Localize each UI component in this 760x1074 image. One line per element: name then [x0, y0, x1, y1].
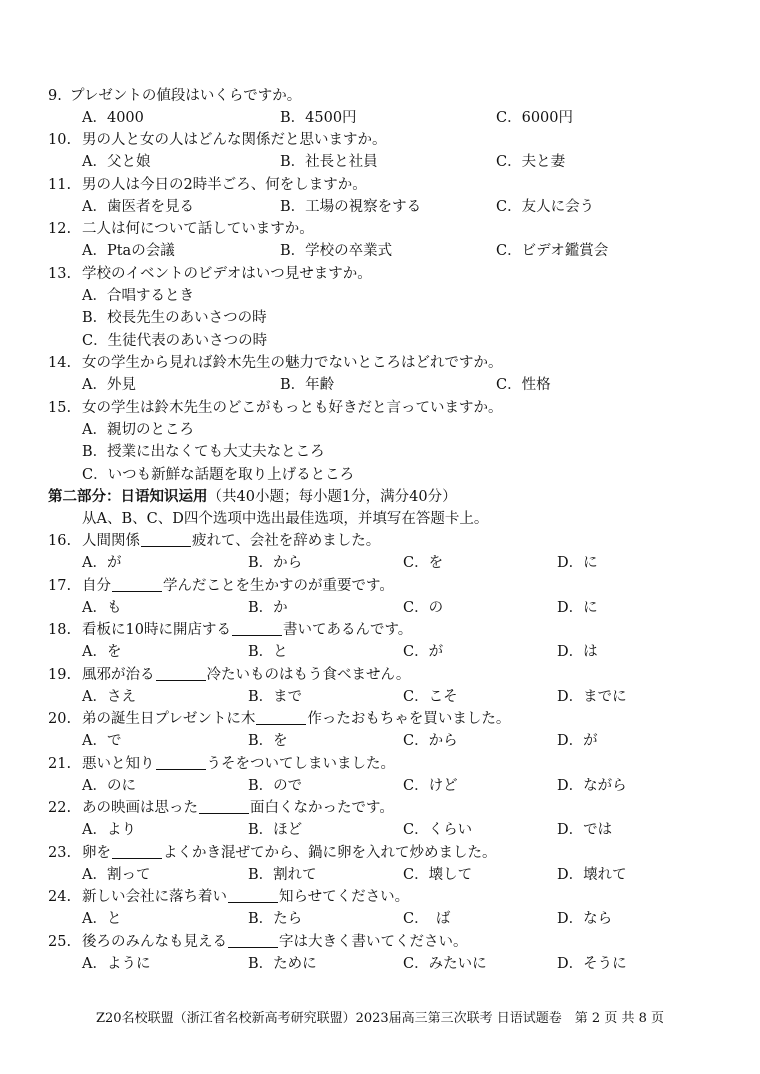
option-c: C．の	[403, 600, 444, 616]
option-a: A．と	[82, 911, 122, 927]
section-title	[48, 486, 457, 508]
option-b: B．学校の卒業式	[280, 243, 393, 259]
question-text: プレゼントの値段はいくらですか。	[70, 88, 302, 104]
answer-blank	[156, 665, 206, 681]
option-a: A．が	[82, 555, 122, 571]
question-22	[0, 797, 760, 819]
question-text: 学校のイベントのビデオはいつ見せますか。	[82, 266, 372, 282]
option-b: B．か	[248, 600, 288, 616]
option-c: C．いつも新鮮な話題を取り上げるところ	[82, 467, 355, 483]
question-16-options	[0, 552, 760, 574]
option-b: B．4500円	[280, 110, 357, 126]
answer-blank	[228, 932, 278, 948]
question-22-options	[0, 819, 760, 841]
option-d: D．までに	[557, 689, 627, 705]
option-a: A．外見	[82, 377, 136, 393]
option-c: C．こそ	[403, 689, 458, 705]
answer-blank	[232, 620, 282, 636]
option-a: A．合唱するとき	[82, 288, 194, 304]
text-after-blank: 字は大きく書いてください。	[279, 934, 468, 950]
question-text	[82, 530, 380, 552]
question-number: 11.	[48, 177, 72, 193]
question-14	[0, 352, 760, 374]
question-number: 23.	[48, 845, 72, 861]
answer-blank	[228, 887, 278, 903]
option-b: B．まで	[248, 689, 303, 705]
question-10	[0, 129, 760, 151]
answer-blank	[141, 531, 191, 547]
question-number: 24.	[48, 889, 72, 905]
option-d: D．では	[557, 822, 613, 838]
question-17	[0, 575, 760, 597]
question-11	[0, 174, 760, 196]
question-text: 女の学生は鈴木先生のどこがもっとも好きだと言っていますか。	[82, 400, 503, 416]
question-21	[0, 753, 760, 775]
text-after-blank: 疲れて、会社を辞めました。	[192, 533, 381, 549]
question-15	[0, 397, 760, 419]
option-a: A．のに	[82, 778, 136, 794]
question-number: 10.	[48, 132, 72, 148]
answer-blank	[256, 709, 306, 725]
option-b: B．ので	[248, 778, 303, 794]
option-b: B．から	[248, 555, 303, 571]
question-21-options	[0, 775, 760, 797]
option-c: C．から	[403, 733, 458, 749]
question-24-options	[0, 908, 760, 930]
option-d: D．壊れて	[557, 867, 627, 883]
answer-blank	[112, 843, 162, 859]
question-16	[0, 530, 760, 552]
question-number: 9.	[48, 88, 62, 104]
option-a: A．4000	[82, 110, 144, 126]
option-d: D．に	[557, 555, 598, 571]
option-b: B．社長と社員	[280, 154, 378, 170]
option-b: B．年齢	[280, 377, 335, 393]
option-b: B．を	[248, 733, 288, 749]
question-text	[82, 575, 394, 597]
question-text: 女の学生から見れば鈴木先生の魅力でないところはどれですか。	[82, 355, 503, 371]
option-a: A．親切のところ	[82, 422, 194, 438]
question-13-option-c	[0, 330, 760, 352]
question-12	[0, 218, 760, 240]
answer-blank	[112, 576, 162, 592]
text-before-blank: 弟の誕生日プレゼントに木	[82, 711, 256, 727]
option-a: A．より	[82, 822, 136, 838]
question-text: 男の人と女の人はどんな関係だと思いますか。	[82, 132, 387, 148]
text-after-blank: よくかき混ぜてから、鍋に卵を入れて炒めました。	[163, 845, 497, 861]
text-after-blank: 学んだことを生かすのが重要です。	[163, 578, 394, 594]
question-18-options	[0, 641, 760, 663]
question-number: 18.	[48, 622, 72, 638]
question-number: 12.	[48, 221, 72, 237]
option-c: C．みたいに	[403, 956, 487, 972]
question-text	[82, 708, 510, 730]
text-before-blank: 卵を	[82, 845, 111, 861]
question-24	[0, 886, 760, 908]
question-20	[0, 708, 760, 730]
option-b: B．と	[248, 644, 288, 660]
text-before-blank: 悪いと知り	[82, 756, 155, 772]
option-b: B．たら	[248, 911, 303, 927]
question-text	[82, 753, 395, 775]
question-text	[82, 664, 410, 686]
option-c: C．ビデオ鑑賞会	[496, 243, 609, 259]
option-b: B．工場の視察をする	[280, 199, 422, 215]
question-number: 19.	[48, 667, 72, 683]
option-b: B．ために	[248, 956, 317, 972]
option-a: A．Ptaの会議	[82, 243, 175, 259]
option-a: A．さえ	[82, 689, 136, 705]
text-after-blank: 冷たいものはもう食べません。	[206, 667, 411, 683]
question-19-options	[0, 686, 760, 708]
question-text: 男の人は今日の2時半ごろ、何をしますか。	[82, 177, 367, 193]
option-c: C．けど	[403, 778, 458, 794]
question-text	[82, 619, 412, 641]
instruction-text: 从A、B、C、D四个选项中选出最佳选项，并填写在答题卡上。	[82, 511, 489, 527]
option-c: C．夫と妻	[496, 154, 566, 170]
option-a: A．割って	[82, 867, 151, 883]
option-b: B．授業に出なくても大丈夫なところ	[82, 444, 325, 460]
question-10-options	[0, 151, 760, 173]
option-c: C．6000円	[496, 110, 573, 126]
question-14-options	[0, 374, 760, 396]
text-after-blank: うそをついてしまいました。	[206, 756, 395, 772]
option-d: D．ながら	[557, 778, 627, 794]
question-23-options	[0, 864, 760, 886]
section-header	[0, 486, 760, 508]
question-19	[0, 664, 760, 686]
option-c: C．壊して	[403, 867, 473, 883]
question-13-option-a	[0, 285, 760, 307]
text-before-blank: 自分	[82, 578, 111, 594]
option-d: D．なら	[557, 911, 613, 927]
question-text	[82, 931, 468, 953]
option-d: D．は	[557, 644, 598, 660]
option-c: C．友人に会う	[496, 199, 595, 215]
question-15-option-a	[0, 419, 760, 441]
section-title-text: 第二部分：日语知识运用	[48, 488, 208, 505]
option-c: C．くらい	[403, 822, 473, 838]
question-number: 15.	[48, 400, 72, 416]
text-before-blank: 後ろのみんなも見える	[82, 934, 227, 950]
option-c: C．生徒代表のあいさつの時	[82, 333, 268, 349]
option-d: D．が	[557, 733, 598, 749]
question-number: 14.	[48, 355, 72, 371]
question-text: 二人は何について話していますか。	[82, 221, 314, 237]
question-text	[82, 842, 497, 864]
question-15-option-b	[0, 441, 760, 463]
option-c: C．性格	[496, 377, 551, 393]
option-b: B．校長先生のあいさつの時	[82, 310, 267, 326]
option-a: A．歯医者を見る	[82, 199, 194, 215]
question-11-options	[0, 196, 760, 218]
question-18	[0, 619, 760, 641]
question-number: 13.	[48, 266, 72, 282]
question-text	[82, 797, 394, 819]
answer-blank	[199, 798, 249, 814]
question-text	[82, 886, 409, 908]
question-20-options	[0, 730, 760, 752]
answer-blank	[156, 754, 206, 770]
question-9-options	[0, 107, 760, 129]
section-detail: （共40小题；每小题1分，满分40分）	[207, 489, 457, 505]
question-25-options	[0, 953, 760, 975]
text-after-blank: 書いてあるんです。	[282, 622, 413, 638]
question-23	[0, 842, 760, 864]
option-b: B．割れて	[248, 867, 317, 883]
option-a: A．ように	[82, 956, 151, 972]
option-c: C．を	[403, 555, 444, 571]
option-d: D．そうに	[557, 956, 627, 972]
text-before-blank: あの映画は思った	[82, 800, 198, 816]
question-9	[0, 85, 760, 107]
question-number: 21.	[48, 756, 72, 772]
text-before-blank: 人間関係	[82, 533, 140, 549]
option-a: A．も	[82, 600, 122, 616]
option-a: A．で	[82, 733, 122, 749]
question-12-options	[0, 240, 760, 262]
text-before-blank: 看板に10時に開店する	[82, 622, 231, 638]
section-instruction	[0, 508, 760, 530]
text-after-blank: 作ったおもちゃを買いました。	[307, 711, 511, 727]
question-15-option-c	[0, 464, 760, 486]
page-footer: Z20名校联盟（浙江省名校新高考研究联盟）2023届高三第三次联考 日语试题卷 第 2 页 共 8 页	[96, 1011, 664, 1026]
text-after-blank: 面白くなかったです。	[250, 800, 394, 816]
option-a: A．父と娘	[82, 154, 151, 170]
question-13-option-b	[0, 307, 760, 329]
question-number: 25.	[48, 934, 72, 950]
question-25	[0, 931, 760, 953]
option-b: B．ほど	[248, 822, 303, 838]
option-c: C． ば	[403, 911, 451, 927]
option-d: D．に	[557, 600, 598, 616]
text-after-blank: 知らせてください。	[279, 889, 410, 905]
question-number: 22.	[48, 800, 72, 816]
question-number: 20.	[48, 711, 72, 727]
text-before-blank: 新しい会社に落ち着い	[82, 889, 227, 905]
question-17-options	[0, 597, 760, 619]
option-c: C．が	[403, 644, 444, 660]
question-13	[0, 263, 760, 285]
option-a: A．を	[82, 644, 122, 660]
question-number: 16.	[48, 533, 72, 549]
question-number: 17.	[48, 578, 72, 594]
text-before-blank: 風邪が治る	[82, 667, 155, 683]
